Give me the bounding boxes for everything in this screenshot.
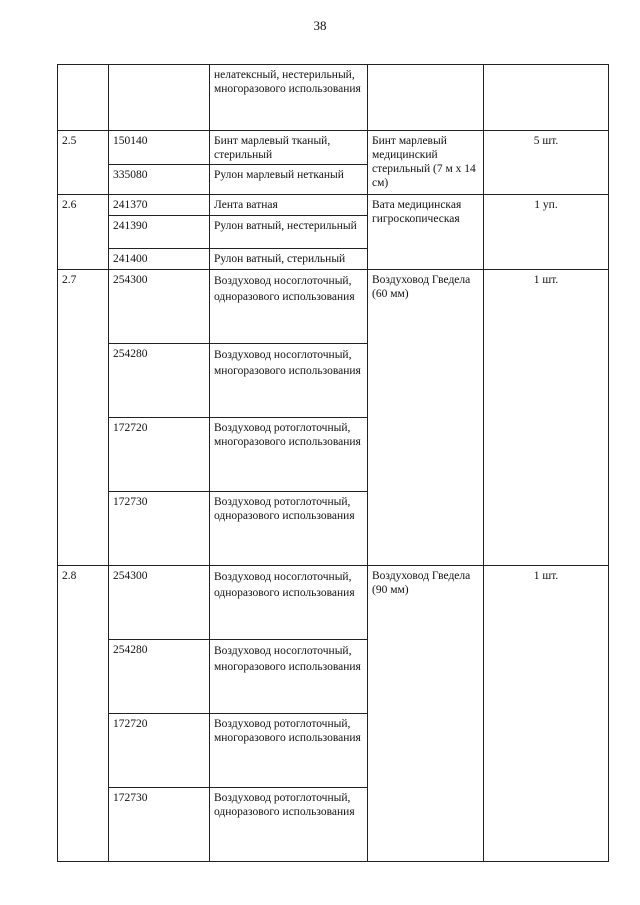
cell-item-name: Бинт марлевый тканый, стерильный bbox=[210, 131, 368, 165]
cell-item-name: Воздуховод носоглоточный, многоразового использования bbox=[210, 640, 368, 714]
table-row bbox=[58, 131, 609, 165]
cell-code: 335080 bbox=[109, 165, 210, 195]
cell-code: 172720 bbox=[109, 418, 210, 492]
cell-item-name: Воздуховод носоглоточный, одноразового использования bbox=[210, 566, 368, 640]
cell-qty: 5 шт. bbox=[484, 131, 609, 195]
table-row-continuation bbox=[58, 65, 609, 131]
cell-code: 241390 bbox=[109, 216, 210, 249]
table-row bbox=[58, 195, 609, 216]
cell-item-name: Рулон ватный, нестерильный bbox=[210, 216, 368, 249]
cell-qty bbox=[484, 65, 609, 131]
cell-code: 254300 bbox=[109, 270, 210, 344]
cell-item-name: Воздуховод ротоглоточный, многоразового использования bbox=[210, 714, 368, 788]
cell-item-name: Лента ватная bbox=[210, 195, 368, 216]
cell-group-name: Вата медицинская гигроскопическая bbox=[368, 195, 484, 270]
cell-item-name: Воздуховод носоглоточный, многоразового использования bbox=[210, 344, 368, 418]
cell-code: 172720 bbox=[109, 714, 210, 788]
cell-qty: 1 шт. bbox=[484, 270, 609, 566]
cell-code: 150140 bbox=[109, 131, 210, 165]
cell-code: 254280 bbox=[109, 640, 210, 714]
cell-item-name: Рулон марлевый нетканый bbox=[210, 165, 368, 195]
cell-qty: 1 шт. bbox=[484, 566, 609, 862]
cell-code: 241370 bbox=[109, 195, 210, 216]
cell-item-name: Воздуховод ротоглоточный, одноразового использования bbox=[210, 492, 368, 566]
cell-qty: 1 уп. bbox=[484, 195, 609, 270]
cell-code bbox=[109, 65, 210, 131]
cell-num: 2.8 bbox=[58, 566, 109, 862]
table-row bbox=[58, 566, 609, 640]
cell-code: 172730 bbox=[109, 492, 210, 566]
cell-group-name: Воздуховод Гведела (90 мм) bbox=[368, 566, 484, 862]
cell-group-name bbox=[368, 65, 484, 131]
cell-group-name: Воздуховод Гведела (60 мм) bbox=[368, 270, 484, 566]
page-number: 38 bbox=[313, 18, 327, 33]
cell-item-name: нелатексный, нестерильный, многоразового использования bbox=[210, 65, 368, 131]
cell-num: 2.5 bbox=[58, 131, 109, 195]
cell-group-name: Бинт марлевый медицинский стерильный (7 м х 14 см) bbox=[368, 131, 484, 195]
cell-code: 172730 bbox=[109, 788, 210, 862]
spec-table bbox=[57, 64, 609, 862]
table-row bbox=[58, 270, 609, 344]
cell-code: 254300 bbox=[109, 566, 210, 640]
cell-code: 254280 bbox=[109, 344, 210, 418]
cell-item-name: Воздуховод ротоглоточный, многоразового использования bbox=[210, 418, 368, 492]
cell-item-name: Воздуховод носоглоточный, одноразового использования bbox=[210, 270, 368, 344]
cell-num: 2.6 bbox=[58, 195, 109, 270]
cell-num: 2.7 bbox=[58, 270, 109, 566]
cell-code: 241400 bbox=[109, 249, 210, 270]
cell-num bbox=[58, 65, 109, 131]
cell-item-name: Воздуховод ротоглоточный, одноразового использования bbox=[210, 788, 368, 862]
cell-item-name: Рулон ватный, стерильный bbox=[210, 249, 368, 270]
